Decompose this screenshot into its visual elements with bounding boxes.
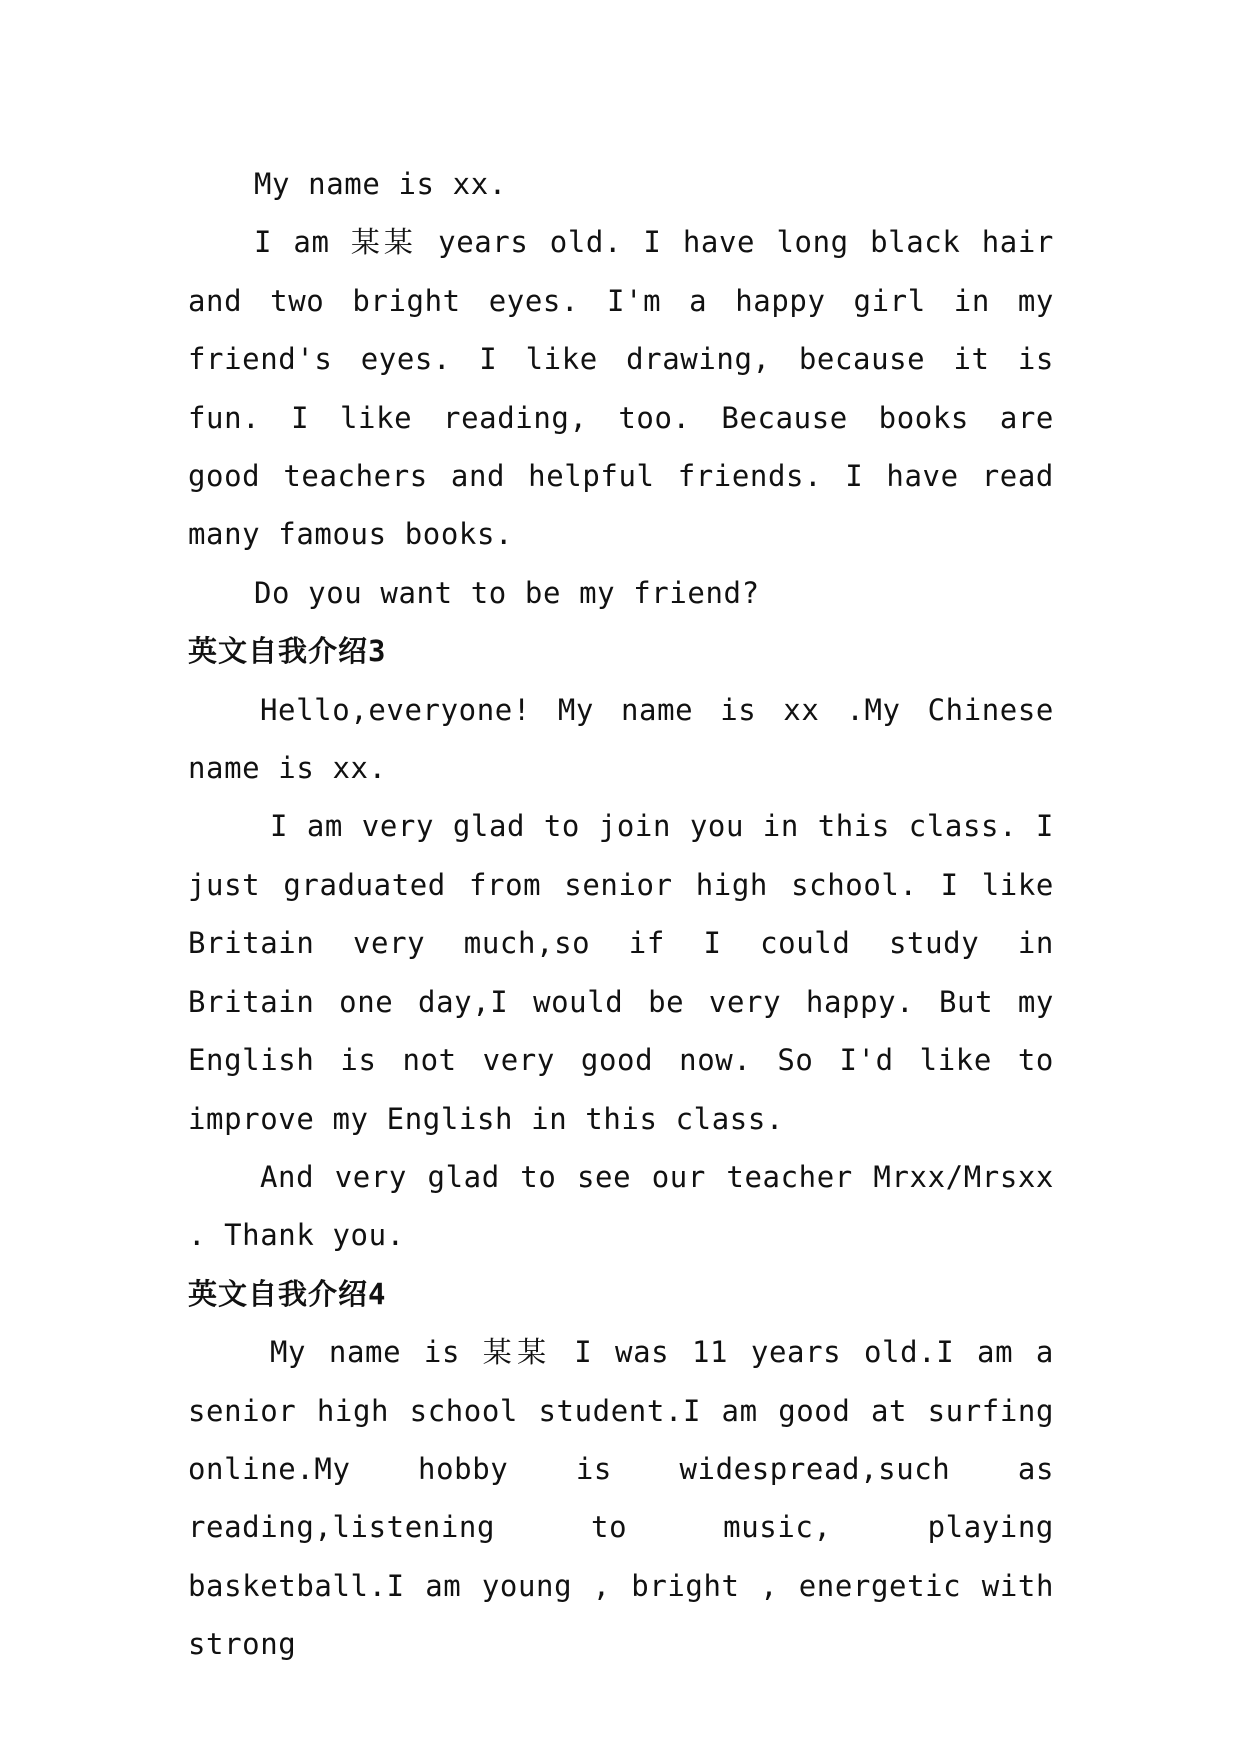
paragraph-description: I am 某某 years old. I have long black hair and two bright eyes. I'm a happy girl in my friend's eyes. I like drawing, because it is fun. I like reading, too. Because books are good teachers and helpful friends. I have read many famous books.	[188, 225, 1054, 552]
paragraph-question: Do you want to be my friend?	[254, 575, 760, 610]
paragraph-class-intro: I am very glad to join you in this class. I just graduated from senior high school. I like Britain very much,so if I could study in Britain one day,I would be very happy. But my English is not very good now. So I'd like to improve my English in this class.	[188, 809, 1054, 1136]
paragraph-greeting: Hello,everyone! My name is xx .My Chinese name is xx.	[188, 692, 1054, 786]
paragraph-name: My name is xx.	[254, 167, 507, 201]
paragraph-thanks: And very glad to see our teacher Mrxx/Mrsxx . Thank you.	[188, 1159, 1054, 1253]
paragraph-student-intro: My name is 某某 I was 11 years old.I am a senior high school student.I am good at surfing online.My hobby is widespread,such as reading,listening to music, playing basketball.I am young , bright , energetic with strong	[188, 1335, 1054, 1662]
section-heading-3: 英文自我介绍3	[188, 634, 387, 669]
document-body	[188, 155, 1054, 1674]
section-heading-4: 英文自我介绍4	[188, 1276, 387, 1311]
